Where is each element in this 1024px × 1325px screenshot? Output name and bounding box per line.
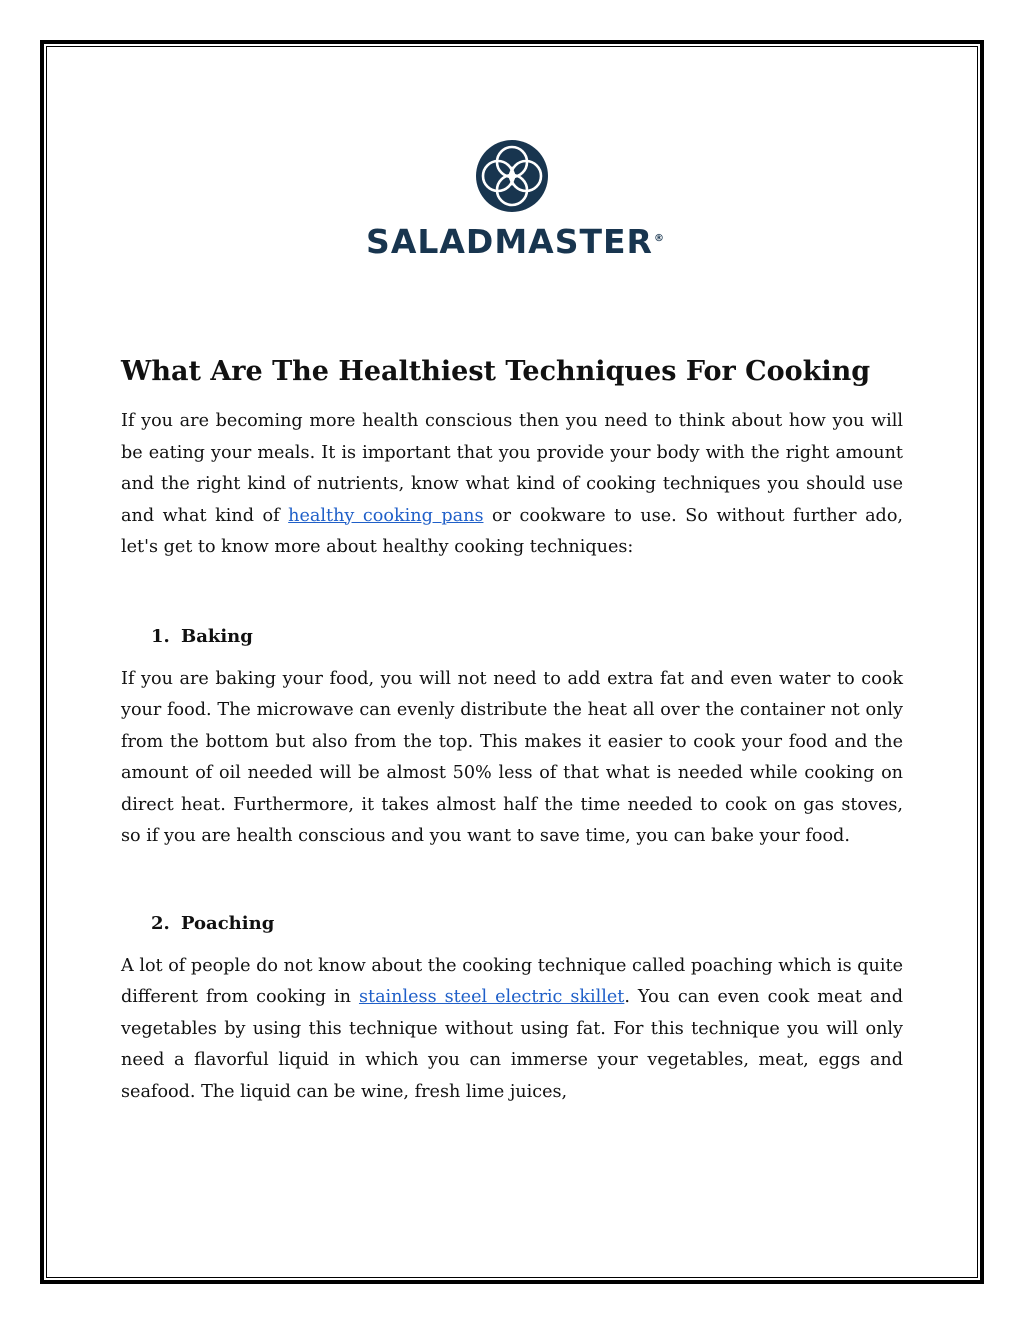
intro-text-end: or cookware to use. So without further ado, let's get to know more about healthy cooking techniques:: [121, 505, 904, 557]
article-body: [121, 352, 903, 1108]
registered-mark: ®: [653, 233, 664, 244]
baking-paragraph: If you are baking your food, you will not need to add extra fat and even water to cook your food. The microwave can evenly distribute the heat all over the container not only from the bottom but also from the top. This makes it easier to cook your food and the amount of oil needed will be almost 50% less of that what is needed while cooking on direct heat. Furthermore, it takes almost half the time needed to cook on gas stoves, so if you are health conscious and you want to save time, you can bake your food.: [121, 668, 903, 846]
section-heading-baking: [151, 622, 903, 652]
intro-text-start: If you are becoming more health conscious then you need to think about how you will be eating your meals. It is important that you provide your body with the right amount and the right kind of nutrients, know what kind of cooking techniques you should use and what kind of: [121, 411, 903, 526]
section-number: 2.: [151, 912, 170, 934]
section-number: 1.: [151, 625, 170, 647]
brand-wordmark: [350, 222, 680, 262]
section-title: Baking: [181, 625, 253, 647]
article-title: What Are The Healthiest Techniques For Cooking: [121, 356, 871, 387]
healthy-cooking-pans-link[interactable]: healthy cooking pans: [288, 505, 484, 526]
section-title: Poaching: [181, 912, 275, 934]
intro-paragraph: [121, 406, 903, 564]
stainless-steel-electric-skillet-link[interactable]: stainless steel electric skillet: [358, 987, 625, 1007]
brand-name: SALADMASTER: [366, 222, 653, 261]
poaching-text-end: . You can even cook meat and vegetables by using this technique without using fat. For this technique you will only need a flavorful liquid in which you can immerse your vegetables, meat, eggs and seafood. The liquid can be wine, fresh lime juices,: [121, 987, 903, 1102]
saladmaster-logo-icon: [476, 140, 548, 212]
poaching-text-start: A lot of people do not know about the cooking technique called poaching which is quite different from cooking in: [121, 955, 903, 1007]
section-heading-poaching: [151, 909, 903, 939]
poaching-paragraph: [121, 951, 903, 1109]
